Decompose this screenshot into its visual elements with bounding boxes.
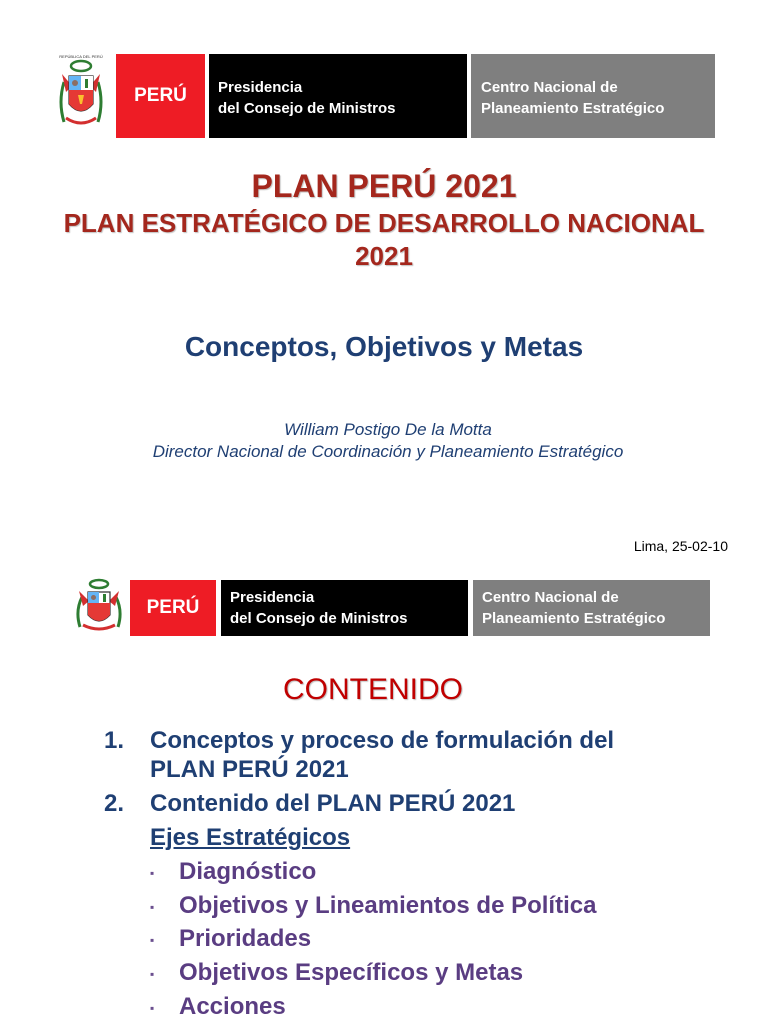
- ceplan-line1: Centro Nacional de: [482, 589, 619, 606]
- pcm-brand-box: [221, 580, 468, 636]
- contents-heading: CONTENIDO: [283, 673, 463, 706]
- pcm-brand-box: [209, 54, 467, 138]
- slide-title: PLAN PERÚ 2021: [251, 168, 517, 204]
- list-item-number: 1.: [104, 727, 125, 754]
- slide-topic: Conceptos, Objetivos y Metas: [184, 331, 584, 362]
- presentation-date: Lima, 25-02-10: [633, 538, 728, 554]
- list-item-number: 2.: [104, 790, 125, 817]
- pcm-line1: Presidencia: [230, 589, 315, 606]
- bullet-icon: ▪: [150, 900, 155, 914]
- peru-brand-box: [130, 580, 216, 636]
- ceplan-brand-box: [473, 580, 710, 636]
- list-item-text: Contenido del PLAN PERÚ 2021: [150, 790, 516, 817]
- ceplan-brand-box: [471, 54, 715, 138]
- slide-subtitle-line2: 2021: [355, 241, 413, 271]
- pcm-line1: Presidencia: [218, 79, 303, 96]
- sub-list-item: Acciones: [179, 993, 286, 1020]
- sub-list-item: Objetivos y Lineamientos de Política: [179, 892, 597, 919]
- strategic-axes-heading: Ejes Estratégicos: [150, 824, 351, 851]
- peru-label: PERÚ: [146, 597, 200, 618]
- peru-brand-box: [116, 54, 205, 138]
- sub-list-item: Prioridades: [179, 925, 312, 952]
- bullet-icon: ▪: [150, 866, 155, 880]
- bullet-icon: ▪: [150, 933, 155, 947]
- peru-coat-of-arms-icon: [74, 575, 124, 635]
- ceplan-line2: Planeamiento Estratégico: [481, 100, 665, 117]
- peru-coat-of-arms-icon: [56, 52, 106, 132]
- contents-slide: [0, 565, 768, 1024]
- bullet-icon: ▪: [150, 967, 155, 981]
- sub-list-item: Objetivos Específicos y Metas: [179, 959, 524, 986]
- pcm-line2: del Consejo de Ministros: [230, 610, 408, 627]
- pcm-line2: del Consejo de Ministros: [218, 100, 396, 117]
- bullet-icon: ▪: [150, 1001, 155, 1015]
- list-item-text: Conceptos y proceso de formulación del: [150, 727, 615, 754]
- list-item-text: PLAN PERÚ 2021: [150, 756, 349, 783]
- author-role: Director Nacional de Coordinación y Planeamiento Estratégico: [152, 442, 624, 461]
- ceplan-line2: Planeamiento Estratégico: [482, 610, 666, 627]
- sub-list-item: Diagnóstico: [179, 858, 317, 885]
- author-name: William Postigo De la Motta: [284, 420, 492, 439]
- peru-label: PERÚ: [134, 85, 187, 106]
- seal-text: REPÚBLICA DEL PERÚ: [59, 54, 103, 59]
- slide-subtitle-line1: PLAN ESTRATÉGICO DE DESARROLLO NACIONAL: [63, 208, 705, 238]
- ceplan-line1: Centro Nacional de: [481, 79, 618, 96]
